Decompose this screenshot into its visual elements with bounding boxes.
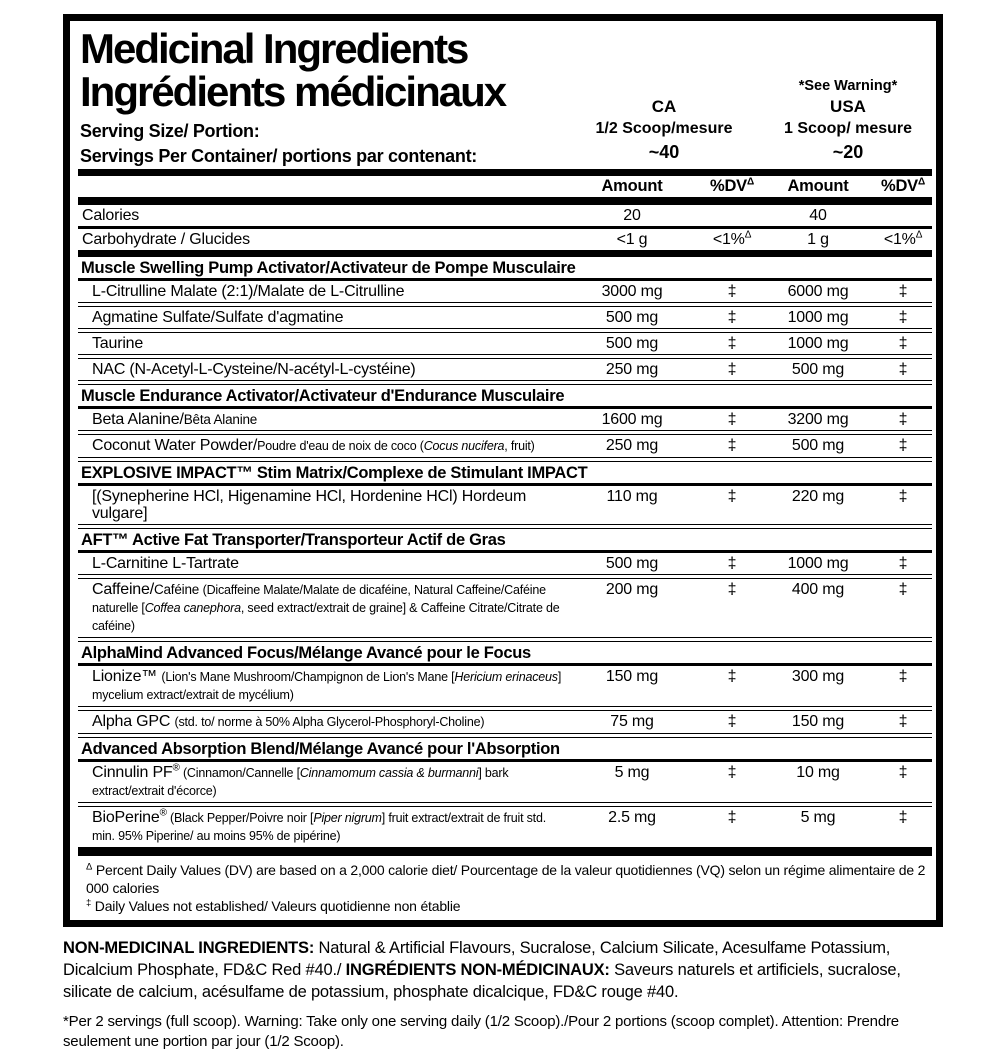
text-segment: Caféine — [153, 582, 203, 597]
amount-usa: 300 mg — [791, 668, 845, 685]
amount-ca: <1 g — [616, 231, 648, 248]
dv-usa: ‡ — [898, 809, 908, 826]
amount-usa: 40 — [809, 207, 827, 224]
serving-size-ca: 1/2 Scoop/mesure — [595, 120, 733, 137]
dv-usa: ‡ — [898, 668, 908, 685]
ingredient-row — [78, 553, 932, 574]
ingredient-row — [78, 486, 932, 524]
section-header: Muscle Swelling Pump Activator/Activateur de Pompe Musculaire — [81, 259, 576, 277]
text-segment: Poudre d'eau de noix de coco ( — [257, 439, 424, 453]
text-segment: (Dicaffeine Malate/Malate de dicaféine, Natural Caffeine/Caféine naturelle [ — [92, 583, 546, 615]
dv-usa: ‡ — [898, 713, 908, 730]
amount-ca: 500 mg — [605, 555, 659, 572]
ingredient-name — [78, 283, 562, 300]
text-segment: Taurine — [92, 335, 144, 352]
text-segment: Calories — [82, 207, 140, 224]
dv-ca: ‡ — [727, 713, 737, 730]
section-header: Muscle Endurance Activator/Activateur d'Endurance Musculaire — [81, 387, 565, 405]
text-segment: Cocus nucifera — [423, 439, 505, 453]
text-segment: (std. to/ norme à 50% Alpha Glycerol-Phosphoryl-Choline) — [174, 715, 485, 729]
carbohydrate-row — [78, 229, 932, 250]
dv-usa: ‡ — [898, 581, 908, 598]
text-segment: Natural & Artificial Flavours, Sucralose, Calcium Silicate, Acesulfame Potassium, Dicalcium Phosphate, FD&C Red #40./ — [63, 939, 891, 979]
ingredient-row — [78, 579, 932, 637]
section-header: AlphaMind Advanced Focus/Mélange Avancé pour le Focus — [81, 644, 531, 662]
ingredient-name — [78, 335, 562, 352]
dv-usa: ‡ — [898, 555, 908, 572]
amount-ca: 20 — [623, 207, 641, 224]
divider — [78, 169, 932, 176]
dv-ca: ‡ — [727, 488, 737, 505]
text-segment: Δ — [744, 229, 752, 241]
ca-warning-spacer — [584, 77, 744, 96]
text-segment: Caffeine/ — [92, 581, 154, 598]
divider — [78, 250, 932, 257]
warning-text: *Per 2 servings (full scoop). Warning: Take only one serving daily (1/2 Scoop)./Pour 2 portions (scoop complet). Attention: Prendre seulement une portion par jour (1/2 Scoop). — [63, 1013, 899, 1050]
text-segment: [(Synepherine HCl, Higenamine HCl, Hordenine HCl) Hordeum vulgare] — [92, 488, 527, 522]
amount-usa: 6000 mg — [787, 283, 849, 300]
text-segment: Cinnamomum cassia & burmanni — [299, 766, 479, 780]
dv-ca: ‡ — [727, 335, 737, 352]
text-segment: Δ — [915, 229, 923, 241]
text-segment: Bêta Alanine — [183, 412, 258, 427]
text-segment: Δ — [747, 176, 754, 188]
amount-ca: 500 mg — [605, 309, 659, 326]
section-header: AFT™ Active Fat Transporter/Transporteur Actif de Gras — [81, 531, 506, 549]
title-english: Medicinal Ingredients — [80, 25, 468, 72]
text-segment: Coconut Water Powder/ — [92, 437, 258, 454]
ingredient-row — [78, 409, 932, 430]
dv-ca: ‡ — [727, 283, 737, 300]
text-segment: Saveurs naturels et artificiels, sucralose, silicate de calcium, acésulfame de potassium, phosphate dicalcique, FD&C rouge #40. — [63, 961, 901, 1001]
dv-usa: ‡ — [898, 437, 908, 454]
calories-row — [78, 205, 932, 226]
amount-ca: 250 mg — [605, 361, 659, 378]
text-segment: Beta Alanine/ — [92, 411, 184, 428]
ingredient-row — [78, 435, 932, 457]
dv-ca: ‡ — [727, 581, 737, 598]
ingredient-name — [78, 555, 562, 572]
amount-usa: 500 mg — [791, 437, 845, 454]
region-name-ca: CA — [651, 97, 677, 116]
dv-ca: ‡ — [727, 309, 737, 326]
text-segment: NAC (N-Acetyl-L-Cysteine/N-acétyl-L-cystéine) — [92, 361, 416, 378]
ingredient-name — [78, 231, 562, 248]
amount-usa: 1000 mg — [787, 335, 849, 352]
text-segment: Lionize™ — [92, 668, 162, 685]
text-segment: , fruit) — [504, 439, 535, 453]
footnote-symbol: Δ — [86, 861, 93, 873]
text-segment: ® — [172, 762, 180, 774]
amount-usa: 400 mg — [791, 581, 845, 598]
text-segment: <1% — [712, 231, 745, 248]
text-segment: ] mycelium extract/extrait de mycélium) — [92, 670, 562, 702]
section-header: Advanced Absorption Blend/Mélange Avancé pour l'Absorption — [81, 740, 560, 758]
amount-ca: 500 mg — [605, 335, 659, 352]
ingredient-row — [78, 711, 932, 733]
dv-ca: ‡ — [727, 411, 737, 428]
amount-ca: 5 mg — [614, 764, 650, 781]
footnote: ‡ Daily Values not established/ Valeurs quotidienne non établie — [86, 897, 461, 914]
amount-ca: 3000 mg — [601, 283, 663, 300]
divider — [78, 197, 932, 205]
dv-usa: ‡ — [898, 335, 908, 352]
text-segment: Cinnulin PF — [92, 764, 173, 781]
ingredient-row — [78, 807, 932, 847]
text-segment: L-Citrulline Malate (2:1)/Malate de L-Citrulline — [92, 283, 405, 300]
amount-usa: 5 mg — [800, 809, 836, 826]
text-segment: L-Carnitine L-Tartrate — [92, 555, 239, 572]
amount-ca: 2.5 mg — [608, 809, 656, 826]
servings-count-usa: ~20 — [832, 142, 864, 162]
region-column-usa — [768, 77, 928, 164]
dv-ca: ‡ — [727, 809, 737, 826]
dv-usa: ‡ — [898, 488, 908, 505]
amount-usa: 220 mg — [791, 488, 845, 505]
text-segment: Agmatine Sulfate/Sulfate d'agmatine — [92, 309, 344, 326]
ingredient-row — [78, 762, 932, 802]
dv-usa — [874, 178, 932, 195]
ingredient-name — [78, 361, 562, 378]
text-segment: Hericium erinaceus — [454, 670, 558, 684]
dv-ca: ‡ — [727, 555, 737, 572]
ingredient-name — [78, 207, 562, 224]
dv-ca — [702, 231, 762, 248]
bottom-text — [63, 937, 947, 1052]
serving-size-label: Serving Size/ Portion: — [80, 121, 260, 141]
ingredient-name — [78, 437, 562, 455]
amount-ca: 1600 mg — [601, 411, 663, 428]
text-segment: %DV — [881, 177, 918, 195]
amount-usa: 1000 mg — [787, 309, 849, 326]
facts-table — [78, 169, 932, 920]
text-segment: Carbohydrate / Glucides — [82, 231, 250, 248]
dv-ca: ‡ — [727, 437, 737, 454]
text-segment: NON-MEDICINAL INGREDIENTS: — [63, 939, 315, 957]
text-segment: , seed extract/extrait de graine] & Caffeine Citrate/Citrate de caféine) — [92, 601, 560, 633]
footnote-symbol: ‡ — [86, 897, 92, 909]
text-segment: (Black Pepper/Poivre noir [ — [166, 811, 314, 825]
ingredient-name — [78, 581, 562, 635]
amount-usa: 150 mg — [791, 713, 845, 730]
ingredient-name — [78, 668, 562, 704]
footnotes — [78, 856, 932, 920]
footnote: $^\Delta$ Percent Daily Values (DV) are based on a 2,000 calorie diet/ Pourcentage de la valeur quotidiennes (VQ) selon un régime alimentaire de 2 000 calories — [86, 861, 926, 896]
ingredient-row — [78, 359, 932, 380]
label-inner — [70, 21, 936, 920]
text-segment: INGRÉDIENTS NON-MÉDICINAUX: — [345, 961, 610, 979]
ingredient-row — [78, 281, 932, 302]
text-segment: Alpha GPC — [92, 713, 175, 730]
dv-usa — [874, 231, 932, 248]
title-french: Ingrédients médicinaux — [80, 68, 506, 115]
label-header — [78, 21, 932, 169]
dv-usa: ‡ — [898, 361, 908, 378]
amount-ca: 110 mg — [606, 488, 658, 505]
ingredient-row — [78, 666, 932, 706]
dv-ca: ‡ — [727, 361, 737, 378]
dv-ca: ‡ — [727, 668, 737, 685]
text-segment: %DV — [710, 177, 747, 195]
dv-usa: ‡ — [898, 283, 908, 300]
amount-ca: 75 mg — [610, 713, 654, 730]
section-header: EXPLOSIVE IMPACT™ Stim Matrix/Complexe de Stimulant IMPACT — [81, 464, 588, 482]
dv-ca — [702, 178, 762, 195]
text-segment: ] fruit extract/extrait de fruit std. min. 95% Piperine/ au moins 95% de pipérine) — [92, 811, 546, 843]
ingredient-name — [78, 764, 562, 800]
ingredient-name — [78, 809, 562, 845]
amount-ca: Amount — [601, 177, 663, 195]
supplement-facts-label — [63, 14, 943, 927]
serving-size-usa: 1 Scoop/ mesure — [783, 120, 913, 137]
amount-ca: 250 mg — [605, 437, 659, 454]
dv-ca: ‡ — [727, 764, 737, 781]
see-warning-note: *See Warning* — [798, 78, 898, 94]
ingredient-name — [78, 411, 562, 428]
ingredient-name — [78, 488, 562, 522]
amount-usa: 1 g — [807, 231, 829, 248]
text-segment: (Lion's Mane Mushroom/Champignon de Lion's Mane [ — [161, 670, 455, 684]
amounts-header-row — [78, 176, 932, 197]
ingredient-row — [78, 307, 932, 328]
non-medicinal-text — [63, 937, 947, 1003]
text-segment: BioPerine — [92, 809, 160, 826]
amount-usa: 3200 mg — [787, 411, 849, 428]
ingredient-row — [78, 333, 932, 354]
amount-usa: 1000 mg — [787, 555, 849, 572]
text-segment: ® — [159, 807, 167, 819]
amount-ca: 200 mg — [605, 581, 659, 598]
region-column-ca — [584, 77, 744, 164]
text-segment: <1% — [883, 231, 916, 248]
dv-usa: ‡ — [898, 411, 908, 428]
amount-usa: 10 mg — [796, 764, 840, 781]
dv-usa: ‡ — [898, 309, 908, 326]
text-segment: (Cinnamon/Cannelle [ — [179, 766, 300, 780]
amount-usa: Amount — [787, 177, 849, 195]
amount-usa: 500 mg — [791, 361, 845, 378]
servings-per-container-label: Servings Per Container/ portions par contenant: — [80, 146, 477, 166]
divider — [78, 847, 932, 856]
ingredient-name — [78, 713, 562, 731]
ingredient-name — [78, 309, 562, 326]
text-segment: Coffea canephora — [144, 601, 241, 615]
text-segment: Δ — [918, 176, 925, 188]
dv-usa: ‡ — [898, 764, 908, 781]
text-segment: ] bark extract/extrait d'écorce) — [92, 766, 509, 798]
text-segment: Piper nigrum — [313, 811, 382, 825]
amount-ca: 150 mg — [605, 668, 659, 685]
servings-count-ca: ~40 — [648, 142, 680, 162]
region-name-usa: USA — [830, 97, 866, 116]
